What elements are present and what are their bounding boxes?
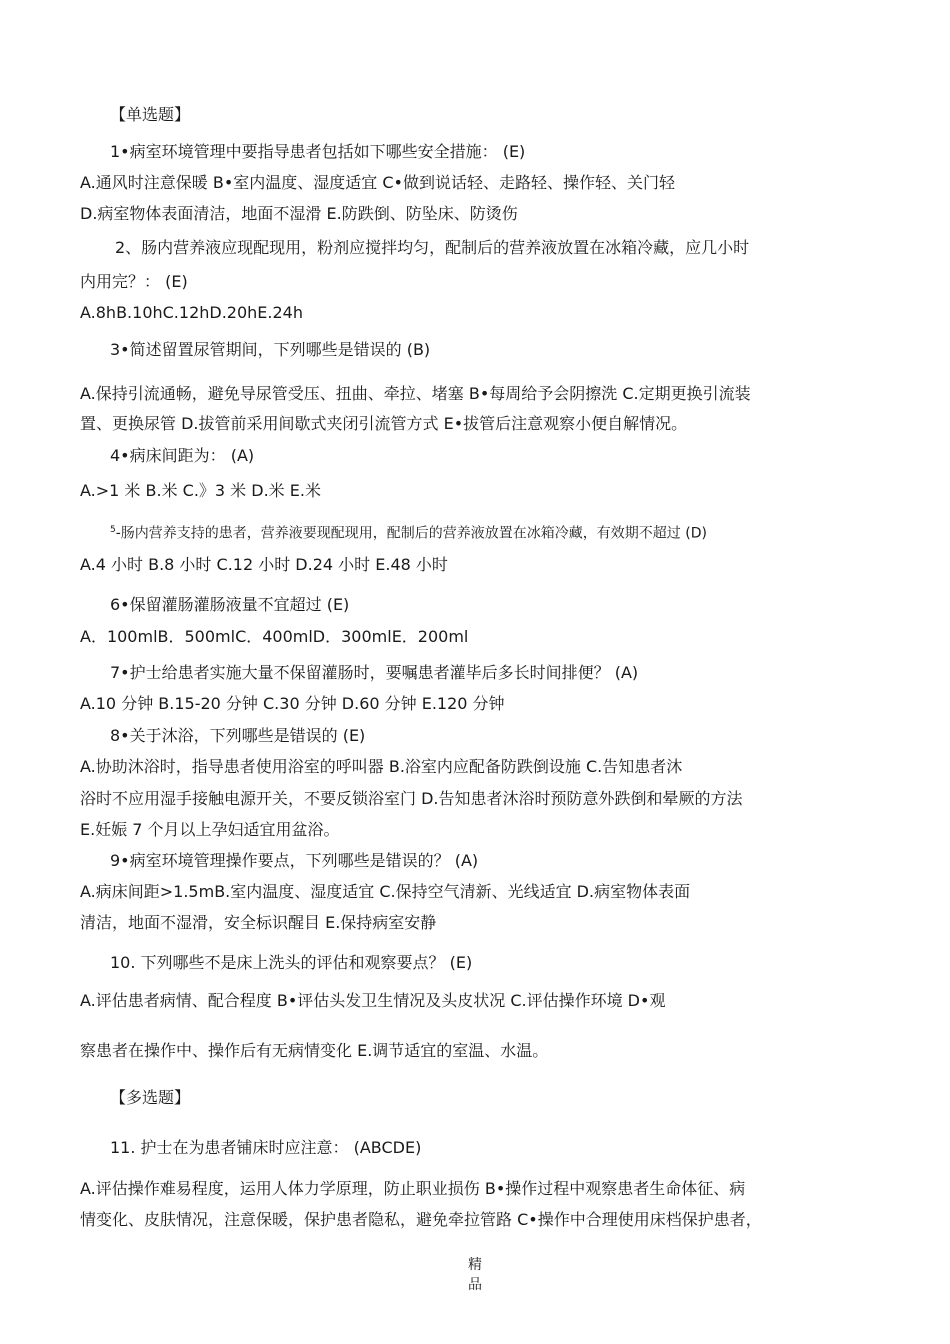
question-10-options-line-1: A.评估患者病情、配合程度 B•评估头发卫生情况及头皮状况 C.评估操作环境 D•观 [80, 991, 666, 1010]
question-8-options-line-3: E.妊娠 7 个月以上孕妇适宜用盆浴。 [80, 820, 340, 839]
question-11-options-line-2: 情变化、皮肤情况，注意保暖，保护患者隐私，避免牵拉管路 C•操作中合理使用床档保护患者， [80, 1210, 762, 1229]
footer-char-2: 品 [468, 1277, 482, 1293]
question-8-options-line-1: A.协助沐浴时，指导患者使用浴室的呼叫器 B.浴室内应配备防跌倒设施 C.告知患者沐 [80, 757, 683, 776]
question-8-options-line-2: 浴时不应用湿手接触电源开关，不要反锁浴室门 D.告知患者沐浴时预防意外跌倒和晕厥的方法 [80, 789, 743, 808]
question-2-stem-line-2: 内用完？： (E) [80, 272, 188, 291]
question-8-stem: 8•关于沐浴，下列哪些是错误的 (E) [110, 726, 366, 745]
question-1-options-line-2: D.病室物体表面清洁，地面不湿滑 E.防跌倒、防坠床、防烫伤 [80, 204, 518, 223]
question-5-stem [110, 520, 707, 544]
question-9-stem: 9•病室环境管理操作要点，下列哪些是错误的？ (A) [110, 851, 479, 870]
question-7-options: A.10 分钟 B.15-20 分钟 C.30 分钟 D.60 分钟 E.120 分钟 [80, 694, 505, 713]
question-3-stem: 3•简述留置尿管期间，下列哪些是错误的 (B) [110, 340, 431, 359]
question-10-stem: 10. 下列哪些不是床上洗头的评估和观察要点？ (E) [110, 953, 473, 972]
question-3-options-line-2: 置、更换尿管 D.拔管前采用间歇式夹闭引流管方式 E•拔管后注意观察小便自解情况。 [80, 414, 688, 433]
question-11-options-line-1: A.评估操作难易程度，运用人体力学原理，防止职业损伤 B•操作过程中观察患者生命体征、病 [80, 1179, 746, 1198]
question-5-options: A.4 小时 B.8 小时 C.12 小时 D.24 小时 E.48 小时 [80, 555, 448, 574]
question-1-stem: 1•病室环境管理中要指导患者包括如下哪些安全措施： (E) [110, 142, 526, 161]
question-2-options: A.8hB.10hC.12hD.20hE.24h [80, 303, 303, 322]
question-3-options-line-1: A.保持引流通畅，避免导尿管受压、扭曲、牵拉、堵塞 B•每周给予会阴擦洗 C.定期更换引流装 [80, 384, 751, 403]
question-9-options-line-1: A.病床间距>1.5mB.室内温度、湿度适宜 C.保持空气清新、光线适宜 D.病室物体表面 [80, 882, 691, 901]
page-footer [463, 1255, 487, 1295]
question-6-options: A．100mlB．500mlC．400mlD．300mlE．200ml [80, 627, 469, 646]
question-11-stem: 11. 护士在为患者铺床时应注意： (ABCDE) [110, 1138, 422, 1157]
question-10-options-line-2: 察患者在操作中、操作后有无病情变化 E.调节适宜的室温、水温。 [80, 1041, 549, 1060]
question-2-stem-line-1: 2、肠内营养液应现配现用，粉剂应搅拌均匀，配制后的营养液放置在冰箱冷藏，应几小时 [115, 238, 750, 257]
footer-char-1: 精 [468, 1257, 482, 1273]
section-heading-multiple-choice: 【多选题】 [110, 1088, 191, 1107]
question-9-options-line-2: 清洁，地面不湿滑，安全标识醒目 E.保持病室安静 [80, 913, 437, 932]
question-6-stem: 6•保留灌肠灌肠液量不宜超过 (E) [110, 595, 350, 614]
question-1-options-line-1: A.通风时注意保暖 B•室内温度、湿度适宜 C•做到说话轻、走路轻、操作轻、关门轻 [80, 173, 675, 192]
question-4-stem: 4•病床间距为： (A) [110, 446, 255, 465]
question-5-stem-text: -肠内营养支持的患者，营养液要现配现用，配制后的营养液放置在冰箱冷藏，有效期不超过 (D) [115, 525, 707, 542]
question-7-stem: 7•护士给患者实施大量不保留灌肠时，要嘱患者灌毕后多长时间排便？ (A) [110, 663, 639, 682]
question-5-number: 5 [110, 525, 116, 535]
question-4-options: A.>1 米 B.米 C.》3 米 D.米 E.米 [80, 481, 321, 500]
section-heading-single-choice: 【单选题】 [110, 105, 191, 124]
